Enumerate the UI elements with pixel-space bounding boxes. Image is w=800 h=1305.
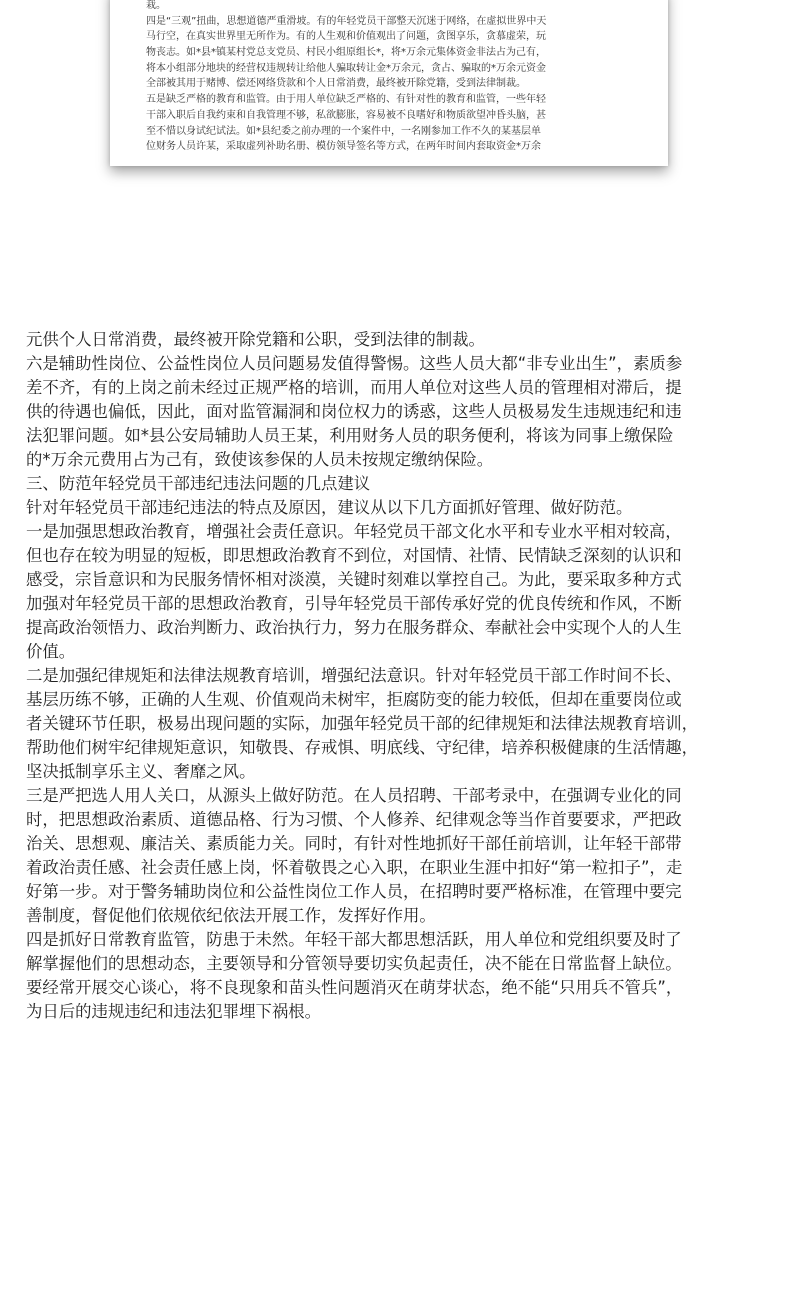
body-line: 元供个人日常消费，最终被开除党籍和公职，受到法律的制裁。 (26, 330, 485, 349)
document-body (26, 328, 778, 1024)
preview-line: 栽。 (146, 0, 166, 11)
preview-line: 干部入职后自我约束和自我管理不够，私欲膨胀，容易被不良嗜好和物质欲望冲昏头脑，甚 (146, 109, 546, 121)
body-line: 二是加强纪律规矩和法律法规教育培训，增强纪法意识。针对年轻党员干部工作时间不长、 (26, 666, 682, 685)
preview-line: 五是缺乏严格的教育和监管。由于用人单位缺乏严格的、有针对性的教育和监管，一些年轻 (146, 94, 546, 106)
preview-line: 将本小组部分地块的经营权违规转让给他人骗取转让金*万余元，贪占、骗取的*万余元资金 (146, 62, 546, 74)
body-line: 提高政治领悟力、政治判断力、政治执行力，努力在服务群众、奉献社会中实现个人的人生 (26, 618, 682, 637)
body-line: 供的待遇也偏低，因此，面对监管漏洞和岗位权力的诱惑，这些人员极易发生违规违纪和违 (26, 402, 682, 421)
preview-line: 马行空，在真实世界里无所作为。有的人生观和价值观出了问题，贪图享乐，贪慕虚荣，玩 (146, 31, 546, 43)
body-line: 坚决抵制享乐主义、奢靡之风。 (26, 762, 256, 781)
body-line: 加强对年轻党员干部的思想政治教育，引导年轻党员干部传承好党的优良传统和作风，不断 (26, 594, 682, 613)
body-line: 帮助他们树牢纪律规矩意识，知敬畏、存戒惧、明底线、守纪律，培养积极健康的生活情趣， (26, 738, 699, 757)
body-line: 时，把思想政治素质、道德品格、行为习惯、个人修养、纪律观念等当作首要要求，严把政 (26, 810, 682, 829)
body-line: 要经常开展交心谈心，将不良现象和苗头性问题消灭在萌芽状态，绝不能“只用兵不管兵”， (26, 978, 683, 997)
body-line: 差不齐，有的上岗之前未经过正规严格的培训，而用人单位对这些人员的管理相对滞后，提 (26, 378, 682, 397)
preview-line: 至不惜以身试纪试法。如*县纪委之前办理的一个案件中，一名刚参加工作不久的某基层单 (146, 125, 541, 137)
preview-line: 物丧志。如*县*镇某村党总支党员、村民小组原组长*，将*万余元集体资金非法占为己有， (146, 47, 546, 59)
body-line: 六是辅助性岗位、公益性岗位人员问题易发值得警惕。这些人员大都“非专业出生”，素质参 (26, 354, 683, 373)
body-line: 好第一步。对于警务辅助岗位和公益性岗位工作人员，在招聘时要严格标准，在管理中要完 (26, 882, 682, 901)
body-line: 基层历练不够，正确的人生观、价值观尚未树牢，拒腐防变的能力较低，但却在重要岗位或 (26, 690, 682, 709)
body-line: 治关、思想观、廉洁关、素质能力关。同时，有针对性地抓好干部任前培训，让年轻干部带 (26, 834, 682, 853)
body-line: 针对年轻党员干部违纪违法的特点及原因，建议从以下几方面抓好管理、做好防范。 (26, 498, 633, 517)
body-line: 价值。 (26, 642, 76, 661)
body-line: 为日后的违规违纪和违法犯罪埋下祸根。 (26, 1002, 322, 1021)
preview-line: 四是“三观”扭曲，思想道德严重滑坡。有的年轻党员干部整天沉迷于网络，在虚拟世界中天 (146, 15, 547, 27)
preview-line: 全部被其用于赌博、偿还网络贷款和个人日常消费，最终被开除党籍，受到法律制裁。 (146, 78, 526, 90)
body-line: 法犯罪问题。如*县公安局辅助人员王某，利用财务人员的职务便利，将该为同事上缴保险 (26, 426, 674, 445)
body-line: 的*万余元费用占为己有，致使该参保的人员未按规定缴纳保险。 (26, 450, 494, 469)
body-line: 解掌握他们的思想动态，主要领导和分管领导要切实负起责任，决不能在日常监督上缺位。 (26, 954, 682, 973)
section-heading: 三、防范年轻党员干部违纪违法问题的几点建议 (26, 474, 371, 493)
document-preview-card (110, 0, 668, 166)
body-line: 三是严把选人用人关口，从源头上做好防范。在人员招聘、干部考录中，在强调专业化的同 (26, 786, 682, 805)
body-line: 一是加强思想政治教育，增强社会责任意识。年轻党员干部文化水平和专业水平相对较高， (26, 522, 682, 541)
preview-card-text (146, 0, 636, 155)
body-line: 着政治责任感、社会责任感上岗，怀着敬畏之心入职，在职业生涯中扣好“第一粒扣子”，走 (26, 858, 683, 877)
body-line: 感受，宗旨意识和为民服务情怀相对淡漠，关键时刻难以掌控自己。为此，要采取多种方式 (26, 570, 682, 589)
body-line: 者关键环节任职，极易出现问题的实际，加强年轻党员干部的纪律规矩和法律法规教育培训， (26, 714, 699, 733)
preview-line: 位财务人员许某，采取虚列补助名册、模仿领导签名等方式，在两年时间内套取资金*万余 (146, 141, 541, 153)
body-line: 善制度，督促他们依规依纪依法开展工作，发挥好作用。 (26, 906, 436, 925)
body-line: 但也存在较为明显的短板，即思想政治教育不到位，对国情、社情、民情缺乏深刻的认识和 (26, 546, 682, 565)
body-line: 四是抓好日常教育监管，防患于未然。年轻干部大都思想活跃，用人单位和党组织要及时了 (26, 930, 682, 949)
